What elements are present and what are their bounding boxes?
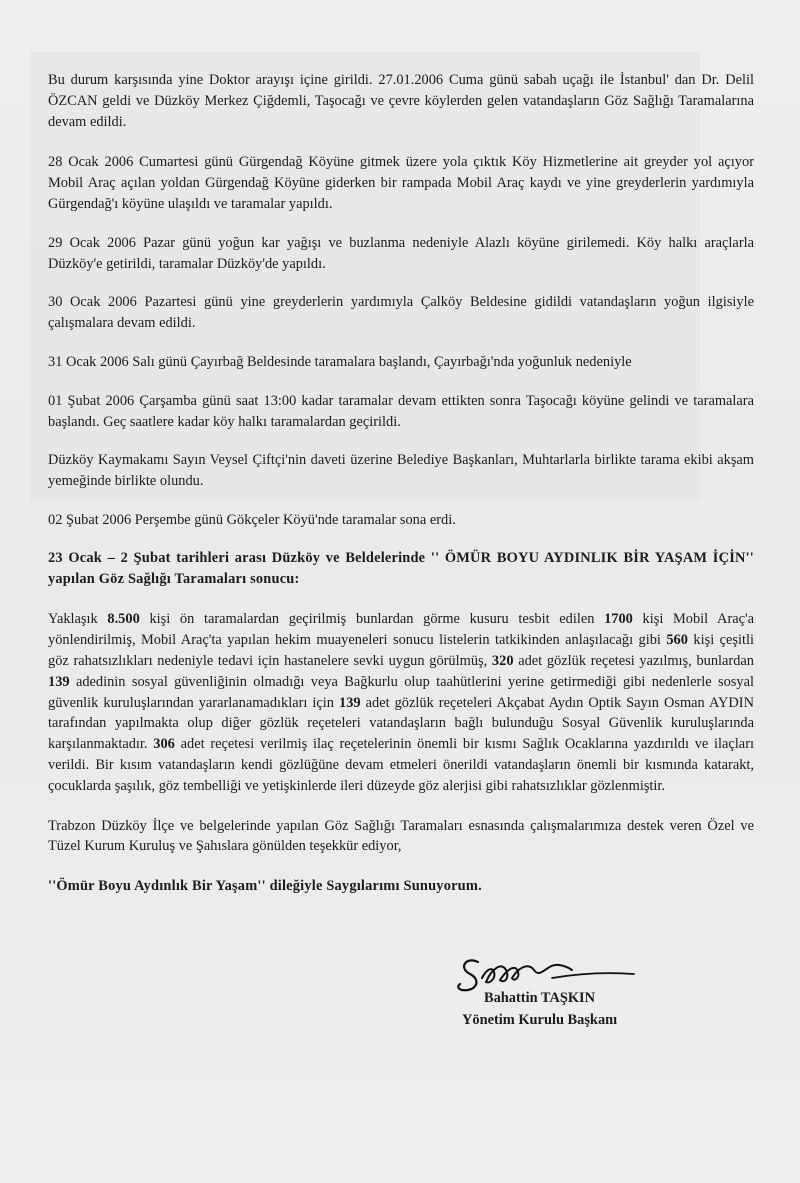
paragraph-dinner: Düzköy Kaymakamı Sayın Veysel Çiftçi'nin daveti üzerine Belediye Başkanları, Muhtarlarla birlikte tarama ekibi akşam yemeğinde birlikte olundu.: [48, 452, 754, 490]
summary-text: Yaklaşık: [48, 611, 108, 628]
paragraph-thanks: Trabzon Düzköy İlçe ve belgelerinde yapılan Göz Sağlığı Taramaları esnasında çalışmalarımıza destek veren Özel ve Tüzel Kurum Kuruluş ve Şahıslara gönülden teşekkür ediyor,: [48, 817, 754, 855]
summary-text: adet reçetesi verilmiş ilaç reçetelerinin önemli bir kısmı Sağlık Ocaklarına yazdırıldı ve ilaçları verildi. Bir kısım vatandaşların kendi gözlüğüne devam etmeleri önerildi vatandaşların önemli bir kısmında katarakt, çocuklarda şaşılık, göz tembelliği ve yetişkinlerde ileri düzeyde göz alerjisi gibi rahatsızlıklar gözlenmiştir.: [48, 736, 754, 794]
paragraph-jan-28: 28 Ocak 2006 Cumartesi günü Gürgendağ Köyüne gitmek üzere yola çıktık Köy Hizmetlerine ait greyder yol açıyor Mobil Araç açılan yoldan Gürgendağ Köyüne giderken bir rampada Mobil Araç kaydı ve yine greyderlerin yardımıyla Gürgendağ'ı köyüne ulaşıldı ve taramalar yapıldı.: [48, 154, 754, 212]
results-heading: 23 Ocak – 2 Şubat tarihleri arası Düzköy ve Beldelerinde '' ÖMÜR BOYU AYDINLIK BİR YAŞAM İÇİN'' yapılan Göz Sağlığı Taramaları sonucu:: [48, 549, 754, 587]
paragraph-doctor-search: Bu durum karşısında yine Doktor arayışı içine girildi. 27.01.2006 Cuma günü sabah uçağı ile İstanbul' dan Dr. Delil ÖZCAN geldi ve Düzköy Merkez Çiğdemli, Taşocağı ve çevre köylerden gelen vatandaşların Göz Sağlığı Taramalarına devam edildi.: [48, 72, 754, 130]
paragraph-jan-30: 30 Ocak 2006 Pazartesi günü yine greyderlerin yardımıyla Çalköy Beldesine gidildi vatandaşların yoğun ilgisiyle çalışmalara devam edildi.: [48, 294, 754, 332]
signatory-name: Bahattin TAŞKIN: [484, 990, 596, 1006]
summary-number: 1700: [604, 611, 633, 628]
summary-text: kişi çeşitli göz rahatsızlıkları nedeniyle tedavi için hastanelere sevki uygun görülmüş,: [48, 632, 754, 669]
paragraph-feb-02: 02 Şubat 2006 Perşembe günü Gökçeler Köyü'nde taramalar sona erdi.: [48, 511, 456, 528]
letter-body: [48, 70, 754, 897]
summary-text: adet gözlük reçetesi yazılmış, bunlardan: [513, 652, 754, 669]
summary-text: adet gözlük reçeteleri Akçabat Aydın Optik Sayın Osman AYDIN tarafından yapılmakta olup diğer gözlük reçeteleri vatandaşların bağlı bulunduğu Sosyal Güvenlik kuruluşlarında karşılanmaktadır.: [48, 694, 754, 753]
summary-number: 139: [48, 673, 70, 690]
paragraph-feb-01: 01 Şubat 2006 Çarşamba günü saat 13:00 kadar taramalar devam ettikten sonra Taşocağı köyüne gelindi ve taramalara başlandı. Geç saatlere kadar köy halkı taramalardan geçirildi.: [48, 392, 754, 430]
closing-line: ''Ömür Boyu Aydınlık Bir Yaşam'' dileğiyle Saygılarımı Sunuyorum.: [48, 878, 482, 895]
signatory-title: Yönetim Kurulu Başkanı: [462, 1012, 618, 1028]
paragraph-jan-29: 29 Ocak 2006 Pazar günü yoğun kar yağışı ve buzlanma nedeniyle Alazlı köyüne girilemedi. Köy halkı araçlarla Düzköy'e getirildi, taramalar Düzköy'de yapıldı.: [48, 234, 754, 272]
paragraph-results-summary: [48, 609, 754, 796]
summary-text: kişi ön taramalardan geçirilmiş bunlardan görme kusuru tesbit edilen: [139, 611, 605, 628]
summary-text: kişi Mobil Araç'a yönlendirilmiş, Mobil Araç'ta yapılan hekim muayeneleri sonucu listelerin tatkikinden anlaşılacağı gibi: [48, 611, 754, 649]
summary-number: 8.500: [107, 611, 140, 628]
summary-number: 560: [666, 632, 688, 649]
summary-number: 306: [153, 736, 175, 753]
summary-text: adedinin sosyal güvenliğinin olmadığı veya Bağkurlu olup taahütlerini yerine getirmediği gibi nedenlerle sosyal güvenlik kuruluşlarından yararlanamadıkları için: [48, 673, 754, 711]
paragraph-jan-31: 31 Ocak 2006 Salı günü Çayırbağ Beldesinde taramalara başlandı, Çayırbağı'nda yoğunluk nedeniyle: [48, 353, 632, 370]
signature-block: [456, 948, 696, 1038]
summary-number: 139: [339, 694, 361, 711]
summary-number: 320: [491, 652, 514, 669]
